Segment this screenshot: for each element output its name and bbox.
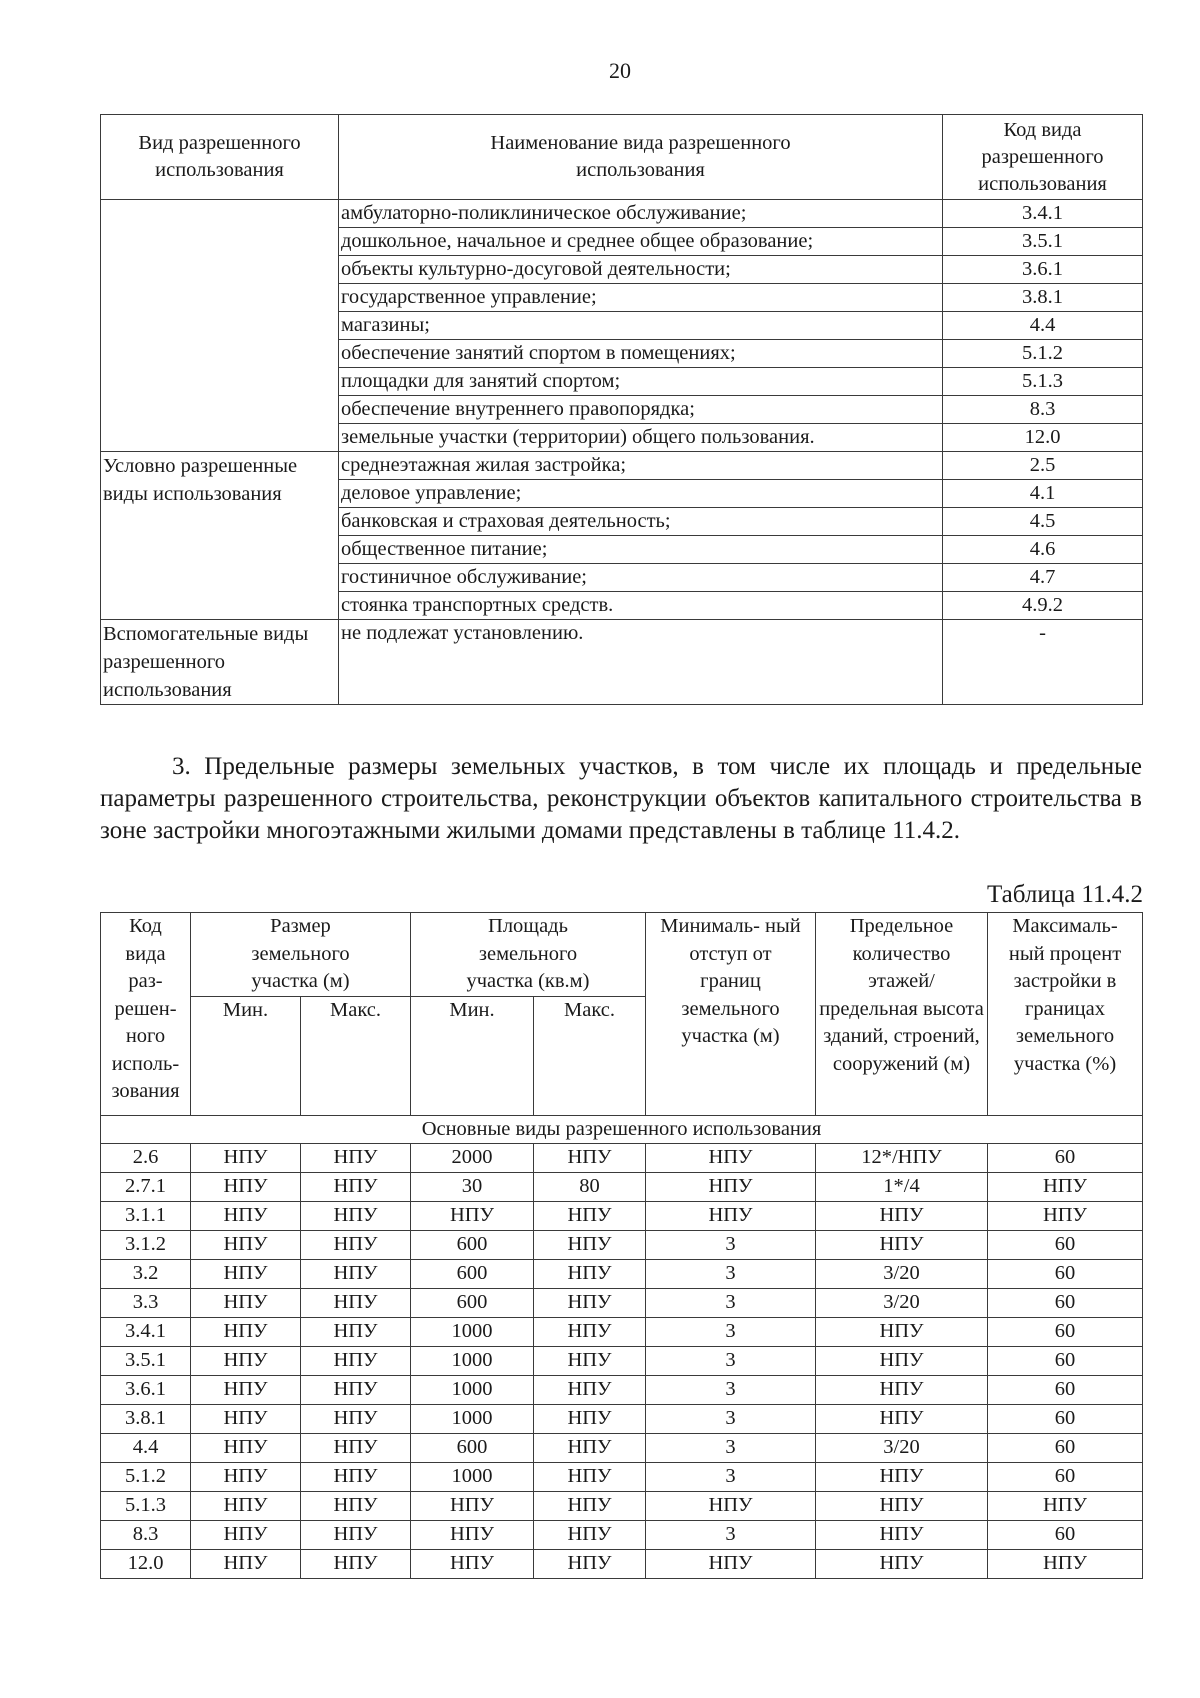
floors-cell: НПУ xyxy=(816,1201,988,1230)
size-max-cell: НПУ xyxy=(301,1230,411,1259)
use-code: 5.1.2 xyxy=(943,340,1143,368)
header-plot-area: Площадь земельного участка (кв.м) xyxy=(411,913,646,997)
table-header-row xyxy=(101,913,1143,997)
table-row xyxy=(101,452,1143,480)
area-min-cell: 600 xyxy=(411,1433,534,1462)
floors-cell: НПУ xyxy=(816,1375,988,1404)
use-name: деловое управление; xyxy=(339,480,943,508)
coverage-cell: 60 xyxy=(988,1143,1143,1172)
header-use-name: Наименование вида разрешенного использования xyxy=(339,115,943,200)
use-name: амбулаторно-поликлиническое обслуживание; xyxy=(339,200,943,228)
setback-cell: НПУ xyxy=(646,1549,816,1578)
header-size-max: Макс. xyxy=(301,996,411,1115)
size-max-cell: НПУ xyxy=(301,1491,411,1520)
setback-cell: НПУ xyxy=(646,1172,816,1201)
header-coverage: Максималь- ный процент застройки в границах земельного участка (%) xyxy=(988,913,1143,1116)
group-cell-main xyxy=(101,200,339,452)
table-caption: Таблица 11.4.2 xyxy=(987,881,1143,908)
size-min-cell: НПУ xyxy=(191,1520,301,1549)
use-code: 4.1 xyxy=(943,480,1143,508)
use-code: 3.4.1 xyxy=(943,200,1143,228)
table-row xyxy=(101,1230,1143,1259)
coverage-cell: 60 xyxy=(988,1346,1143,1375)
coverage-cell: 60 xyxy=(988,1433,1143,1462)
row-code-cell: 3.5.1 xyxy=(101,1346,191,1375)
size-max-cell: НПУ xyxy=(301,1317,411,1346)
header-area-min: Мин. xyxy=(411,996,534,1115)
row-code-cell: 8.3 xyxy=(101,1520,191,1549)
area-min-cell: НПУ xyxy=(411,1491,534,1520)
row-code-cell: 5.1.2 xyxy=(101,1462,191,1491)
floors-cell: 3/20 xyxy=(816,1288,988,1317)
floors-cell: 3/20 xyxy=(816,1433,988,1462)
header-size-min: Мин. xyxy=(191,996,301,1115)
area-min-cell: 1000 xyxy=(411,1375,534,1404)
table-row xyxy=(101,1201,1143,1230)
use-name: площадки для занятий спортом; xyxy=(339,368,943,396)
row-code-cell: 5.1.3 xyxy=(101,1491,191,1520)
table-row xyxy=(101,1462,1143,1491)
floors-cell: НПУ xyxy=(816,1317,988,1346)
size-max-cell: НПУ xyxy=(301,1520,411,1549)
coverage-cell: 60 xyxy=(988,1259,1143,1288)
use-name: государственное управление; xyxy=(339,284,943,312)
table-row xyxy=(101,1375,1143,1404)
table-header-row xyxy=(101,115,1143,200)
use-code: 8.3 xyxy=(943,396,1143,424)
use-name: земельные участки (территории) общего пользования. xyxy=(339,424,943,452)
use-code: 3.6.1 xyxy=(943,256,1143,284)
use-code: 4.5 xyxy=(943,508,1143,536)
table-row xyxy=(101,1172,1143,1201)
table-row xyxy=(101,1346,1143,1375)
area-max-cell: НПУ xyxy=(534,1404,646,1433)
area-max-cell: НПУ xyxy=(534,1549,646,1578)
header-setback: Минималь- ный отступ от границ земельного участка (м) xyxy=(646,913,816,1116)
area-min-cell: НПУ xyxy=(411,1520,534,1549)
coverage-cell: НПУ xyxy=(988,1172,1143,1201)
row-code-cell: 3.2 xyxy=(101,1259,191,1288)
size-min-cell: НПУ xyxy=(191,1375,301,1404)
setback-cell: 3 xyxy=(646,1433,816,1462)
table-row xyxy=(101,1143,1143,1172)
floors-cell: НПУ xyxy=(816,1346,988,1375)
size-max-cell: НПУ xyxy=(301,1172,411,1201)
area-max-cell: НПУ xyxy=(534,1346,646,1375)
setback-cell: 3 xyxy=(646,1375,816,1404)
row-code-cell: 3.1.2 xyxy=(101,1230,191,1259)
header-use-code: Код вида разрешенного использования xyxy=(943,115,1143,200)
coverage-cell: 60 xyxy=(988,1404,1143,1433)
floors-cell: НПУ xyxy=(816,1462,988,1491)
header-area-max: Макс. xyxy=(534,996,646,1115)
size-max-cell: НПУ xyxy=(301,1259,411,1288)
size-min-cell: НПУ xyxy=(191,1230,301,1259)
use-code: - xyxy=(943,620,1143,705)
size-min-cell: НПУ xyxy=(191,1462,301,1491)
size-max-cell: НПУ xyxy=(301,1462,411,1491)
size-max-cell: НПУ xyxy=(301,1433,411,1462)
area-min-cell: 600 xyxy=(411,1259,534,1288)
row-code-cell: 4.4 xyxy=(101,1433,191,1462)
area-max-cell: НПУ xyxy=(534,1288,646,1317)
setback-cell: 3 xyxy=(646,1230,816,1259)
size-min-cell: НПУ xyxy=(191,1491,301,1520)
coverage-cell: НПУ xyxy=(988,1491,1143,1520)
row-code-cell: 12.0 xyxy=(101,1549,191,1578)
size-max-cell: НПУ xyxy=(301,1201,411,1230)
coverage-cell: 60 xyxy=(988,1462,1143,1491)
setback-cell: 3 xyxy=(646,1404,816,1433)
area-max-cell: НПУ xyxy=(534,1462,646,1491)
size-min-cell: НПУ xyxy=(191,1288,301,1317)
use-name: дошкольное, начальное и среднее общее образование; xyxy=(339,228,943,256)
setback-cell: 3 xyxy=(646,1462,816,1491)
table-row xyxy=(101,1433,1143,1462)
coverage-cell: 60 xyxy=(988,1375,1143,1404)
row-code-cell: 3.8.1 xyxy=(101,1404,191,1433)
floors-cell: НПУ xyxy=(816,1491,988,1520)
area-max-cell: НПУ xyxy=(534,1491,646,1520)
use-name: обеспечение внутреннего правопорядка; xyxy=(339,396,943,424)
use-name: объекты культурно-досуговой деятельности; xyxy=(339,256,943,284)
section-title: Основные виды разрешенного использования xyxy=(101,1115,1143,1143)
use-name: общественное питание; xyxy=(339,536,943,564)
coverage-cell: 60 xyxy=(988,1520,1143,1549)
area-min-cell: 600 xyxy=(411,1288,534,1317)
area-min-cell: 1000 xyxy=(411,1404,534,1433)
header-code: Код вида раз- решен- ного исполь- зования xyxy=(101,913,191,1116)
group-conditional: Условно разрешенные виды использования xyxy=(101,452,339,620)
table-row xyxy=(101,1317,1143,1346)
header-floors: Предельное количество этажей/ предельная высота зданий, строений, сооружений (м) xyxy=(816,913,988,1116)
size-min-cell: НПУ xyxy=(191,1259,301,1288)
size-max-cell: НПУ xyxy=(301,1346,411,1375)
setback-cell: 3 xyxy=(646,1520,816,1549)
floors-cell: 3/20 xyxy=(816,1259,988,1288)
permitted-use-table xyxy=(100,114,1143,705)
floors-cell: НПУ xyxy=(816,1549,988,1578)
row-code-cell: 3.3 xyxy=(101,1288,191,1317)
parameters-table xyxy=(100,912,1143,1579)
use-name: среднеэтажная жилая застройка; xyxy=(339,452,943,480)
size-min-cell: НПУ xyxy=(191,1172,301,1201)
use-code: 4.6 xyxy=(943,536,1143,564)
size-min-cell: НПУ xyxy=(191,1404,301,1433)
size-max-cell: НПУ xyxy=(301,1404,411,1433)
coverage-cell: 60 xyxy=(988,1230,1143,1259)
setback-cell: НПУ xyxy=(646,1143,816,1172)
area-max-cell: НПУ xyxy=(534,1520,646,1549)
use-name: банковская и страховая деятельность; xyxy=(339,508,943,536)
use-name: гостиничное обслуживание; xyxy=(339,564,943,592)
area-max-cell: НПУ xyxy=(534,1433,646,1462)
table-row xyxy=(101,1549,1143,1578)
size-min-cell: НПУ xyxy=(191,1346,301,1375)
use-name: стоянка транспортных средств. xyxy=(339,592,943,620)
floors-cell: НПУ xyxy=(816,1520,988,1549)
body-paragraph: 3. Предельные размеры земельных участков, в том числе их площадь и предельные параметры разрешенного строительства, реконструкции объектов капитального строительства в зоне застройки многоэтажными жилыми домами представлены в таблице 11.4.2. xyxy=(100,753,1142,844)
use-code: 4.7 xyxy=(943,564,1143,592)
area-max-cell: 80 xyxy=(534,1172,646,1201)
area-max-cell: НПУ xyxy=(534,1201,646,1230)
use-code: 2.5 xyxy=(943,452,1143,480)
setback-cell: 3 xyxy=(646,1346,816,1375)
header-plot-size: Размер земельного участка (м) xyxy=(191,913,411,997)
area-min-cell: 1000 xyxy=(411,1317,534,1346)
area-max-cell: НПУ xyxy=(534,1143,646,1172)
use-code: 3.8.1 xyxy=(943,284,1143,312)
table-row xyxy=(101,1491,1143,1520)
row-code-cell: 3.4.1 xyxy=(101,1317,191,1346)
area-min-cell: 600 xyxy=(411,1230,534,1259)
page-number: 20 xyxy=(609,58,631,83)
coverage-cell: 60 xyxy=(988,1317,1143,1346)
area-min-cell: 1000 xyxy=(411,1346,534,1375)
section-row xyxy=(101,1115,1143,1143)
size-min-cell: НПУ xyxy=(191,1317,301,1346)
floors-cell: 12*/НПУ xyxy=(816,1143,988,1172)
area-max-cell: НПУ xyxy=(534,1317,646,1346)
table-row xyxy=(101,200,1143,228)
table-row xyxy=(101,1288,1143,1317)
row-code-cell: 3.1.1 xyxy=(101,1201,191,1230)
size-max-cell: НПУ xyxy=(301,1288,411,1317)
use-name: обеспечение занятий спортом в помещениях; xyxy=(339,340,943,368)
use-code: 4.9.2 xyxy=(943,592,1143,620)
setback-cell: НПУ xyxy=(646,1491,816,1520)
table-row xyxy=(101,1404,1143,1433)
size-max-cell: НПУ xyxy=(301,1549,411,1578)
floors-cell: НПУ xyxy=(816,1230,988,1259)
group-auxiliary: Вспомогательные виды разрешенного использования xyxy=(101,620,339,705)
floors-cell: 1*/4 xyxy=(816,1172,988,1201)
row-code-cell: 3.6.1 xyxy=(101,1375,191,1404)
area-min-cell: НПУ xyxy=(411,1201,534,1230)
size-max-cell: НПУ xyxy=(301,1375,411,1404)
area-max-cell: НПУ xyxy=(534,1230,646,1259)
row-code-cell: 2.6 xyxy=(101,1143,191,1172)
coverage-cell: 60 xyxy=(988,1288,1143,1317)
size-min-cell: НПУ xyxy=(191,1143,301,1172)
row-code-cell: 2.7.1 xyxy=(101,1172,191,1201)
size-min-cell: НПУ xyxy=(191,1549,301,1578)
use-name: не подлежат установлению. xyxy=(339,620,943,705)
use-code: 4.4 xyxy=(943,312,1143,340)
floors-cell: НПУ xyxy=(816,1404,988,1433)
use-code: 5.1.3 xyxy=(943,368,1143,396)
size-max-cell: НПУ xyxy=(301,1143,411,1172)
area-min-cell: НПУ xyxy=(411,1549,534,1578)
setback-cell: 3 xyxy=(646,1259,816,1288)
header-use-type: Вид разрешенного использования xyxy=(101,115,339,200)
table-row xyxy=(101,1520,1143,1549)
area-min-cell: 30 xyxy=(411,1172,534,1201)
table-row xyxy=(101,620,1143,705)
use-code: 12.0 xyxy=(943,424,1143,452)
setback-cell: 3 xyxy=(646,1288,816,1317)
coverage-cell: НПУ xyxy=(988,1549,1143,1578)
area-max-cell: НПУ xyxy=(534,1375,646,1404)
area-min-cell: 2000 xyxy=(411,1143,534,1172)
area-max-cell: НПУ xyxy=(534,1259,646,1288)
coverage-cell: НПУ xyxy=(988,1201,1143,1230)
size-min-cell: НПУ xyxy=(191,1433,301,1462)
table-row xyxy=(101,1259,1143,1288)
size-min-cell: НПУ xyxy=(191,1201,301,1230)
use-name: магазины; xyxy=(339,312,943,340)
setback-cell: 3 xyxy=(646,1317,816,1346)
area-min-cell: 1000 xyxy=(411,1462,534,1491)
use-code: 3.5.1 xyxy=(943,228,1143,256)
setback-cell: НПУ xyxy=(646,1201,816,1230)
